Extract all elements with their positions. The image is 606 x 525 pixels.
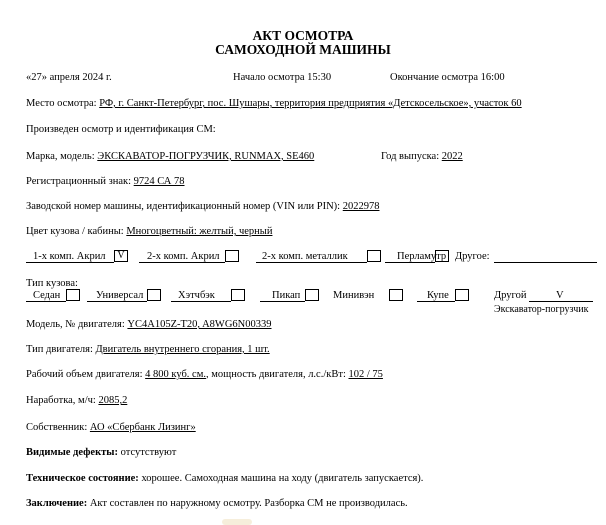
- condition-label: Техническое состояние:: [26, 473, 139, 484]
- model-label: Марка, модель:: [26, 151, 95, 162]
- engine-type-row: [26, 343, 270, 356]
- body-coupe-label: Купе: [427, 290, 449, 301]
- paint-opt4-checkbox[interactable]: [435, 250, 449, 262]
- body-sedan-checkbox[interactable]: [66, 289, 80, 301]
- paint-opt3-label: 2-х комп. металлик: [262, 251, 348, 262]
- volume-label: Рабочий объем двигателя:: [26, 369, 143, 380]
- body-hatchback-checkbox[interactable]: [231, 289, 245, 301]
- paint-other-field[interactable]: [494, 262, 597, 263]
- vin-row: [26, 200, 379, 213]
- reg-row: [26, 175, 185, 188]
- conclusion-row: [26, 497, 408, 510]
- paint-other-label: Другое:: [455, 251, 490, 262]
- paint-opt1-label: 1-х комп. Акрил: [33, 251, 106, 262]
- inspection-line: Произведен осмотр и идентификация СМ:: [26, 124, 216, 135]
- body-minivan-label: Минивэн: [333, 290, 375, 301]
- body-other-mark: V: [556, 290, 564, 301]
- owner-row: [26, 421, 196, 434]
- paint-opt1-checkmark: V: [117, 250, 125, 261]
- hours-row: [26, 394, 127, 407]
- paint-opt3-checkbox[interactable]: [367, 250, 381, 262]
- year-row: [381, 150, 463, 163]
- body-other-value: Экскаватор-погрузчик: [494, 304, 589, 315]
- reg-label: Регистрационный знак:: [26, 176, 132, 187]
- year-value: 2022: [441, 151, 463, 162]
- body-universal-checkbox[interactable]: [147, 289, 161, 301]
- condition-value: хорошее. Самоходная машина на ходу (двигатель запускается).: [141, 473, 424, 484]
- owner-label: Собственник:: [26, 422, 88, 433]
- paint-opt2-label: 2-х комп. Акрил: [147, 251, 220, 262]
- owner-value: АО «Сбербанк Лизинг»: [89, 422, 196, 433]
- place-value: РФ, г. Санкт-Петербург, пос. Шушары, территория предприятия «Детскосельское», участок 60: [99, 98, 522, 109]
- engine-no-label: Модель, № двигателя:: [26, 319, 125, 330]
- place-label: Место осмотра:: [26, 98, 97, 109]
- hours-value: 2085,2: [98, 395, 128, 406]
- body-pickup-checkbox[interactable]: [305, 289, 319, 301]
- body-minivan-checkbox[interactable]: [389, 289, 403, 301]
- stamp-fragment: [222, 519, 252, 525]
- power-label: , мощность двигателя, л.с./кВт:: [205, 369, 346, 380]
- color-row: [26, 225, 272, 238]
- paint-opt2-checkbox[interactable]: [225, 250, 239, 262]
- year-label: Год выпуска:: [381, 151, 440, 162]
- volume-row: [26, 368, 383, 381]
- volume-value: 4 800 куб. см.: [145, 369, 206, 380]
- model-row: [26, 150, 314, 163]
- body-type-label: Тип кузова:: [26, 278, 78, 289]
- paint-opt4-label: Перламутр: [397, 251, 447, 262]
- act-date: «27» апреля 2024 г.: [26, 72, 112, 83]
- body-coupe-checkbox[interactable]: [455, 289, 469, 301]
- conclusion-label: Заключение:: [26, 498, 88, 509]
- body-sedan-label: Седан: [33, 290, 61, 301]
- body-universal-label: Универсал: [96, 290, 144, 301]
- engine-type-label: Тип двигателя:: [26, 344, 93, 355]
- power-value: 102 / 75: [348, 369, 383, 380]
- body-hatchback-label: Хэтчбэк: [178, 290, 215, 301]
- vin-value: 2022978: [342, 201, 380, 212]
- engine-no-value: YC4A105Z-T20, A8WG6N00339: [127, 319, 272, 330]
- model-value: ЭКСКАВАТОР-ПОГРУЗЧИК, RUNMAX, SE460: [97, 151, 315, 162]
- conclusion-value: Акт составлен по наружному осмотру. Разборка СМ не производилась.: [89, 498, 408, 509]
- engine-type-value: Двигатель внутреннего сгорания, 1 шт.: [95, 344, 270, 355]
- color-label: Цвет кузова / кабины:: [26, 226, 124, 237]
- body-pickup-label: Пикап: [272, 290, 301, 301]
- document-title-line1: АКТ ОСМОТРА: [252, 28, 354, 43]
- inspection-end-time: Окончание осмотра 16:00: [390, 72, 505, 83]
- inspection-start-time: Начало осмотра 15:30: [233, 72, 332, 83]
- defects-value: отсутствуют: [120, 447, 177, 458]
- hours-label: Наработка, м/ч:: [26, 395, 96, 406]
- vin-label: Заводской номер машины, идентификационный номер (VIN или PIN):: [26, 201, 341, 212]
- engine-no-row: [26, 318, 272, 331]
- color-value: Многоцветный: желтый, черный: [126, 226, 273, 237]
- document-title-line2: САМОХОДНОЙ МАШИНЫ: [215, 42, 391, 57]
- place-row: [26, 97, 522, 110]
- body-other-label: Другой: [494, 290, 527, 301]
- condition-row: [26, 472, 423, 485]
- defects-row: [26, 446, 176, 459]
- defects-label: Видимые дефекты:: [26, 447, 118, 458]
- reg-value: 9724 СА 78: [133, 176, 185, 187]
